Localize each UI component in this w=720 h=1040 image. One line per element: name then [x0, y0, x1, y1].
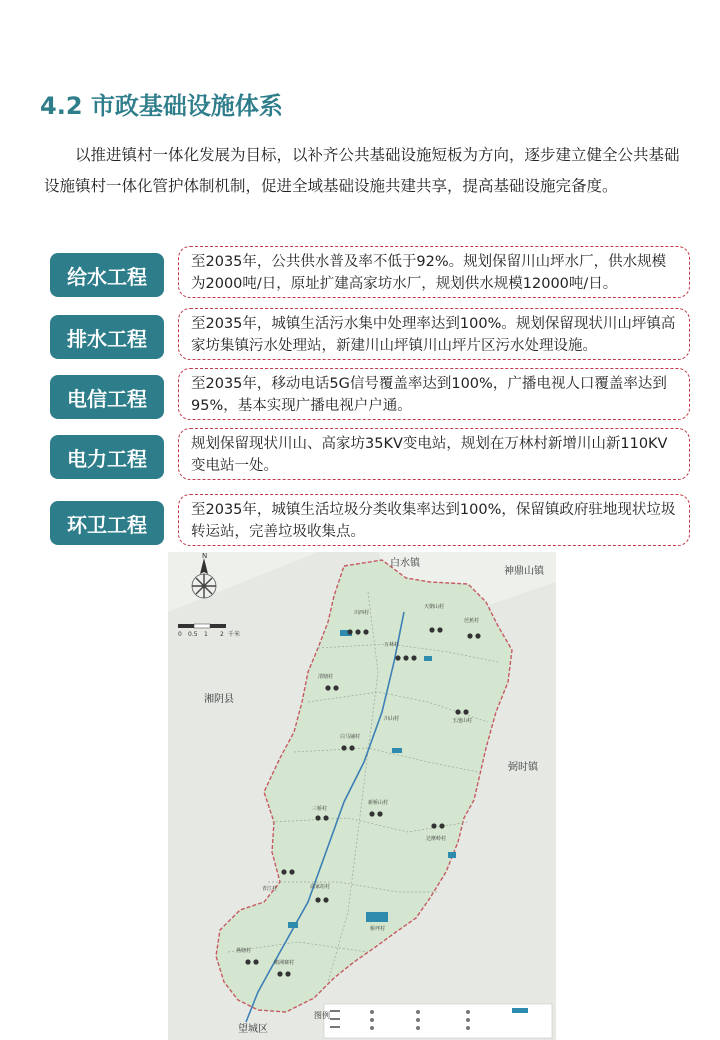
svg-text:鹅洲寨村: 鹅洲寨村 [274, 960, 295, 966]
item-drainage [50, 308, 698, 364]
svg-text:达摩岭村: 达摩岭村 [426, 836, 447, 842]
item-text: 至2035年，城镇生活垃圾分类收集率达到100%，保留镇政府驻地现状垃圾转运站，完善垃圾收集点。 [178, 494, 690, 546]
svg-text:2: 2 [220, 631, 224, 638]
svg-text:0: 0 [178, 631, 182, 638]
intro-paragraph: 以推进镇村一体化发展为目标，以补齐公共基础设施短板为方向，逐步建立健全公共基础设施镇村一体化管护体制机制，促进全域基础设施共建共享，提高基础设施完备度。 [44, 146, 680, 195]
svg-text:新桥山村: 新桥山村 [368, 800, 389, 806]
svg-text:1: 1 [204, 631, 208, 638]
item-text: 规划保留现状川山、高家坊35KV变电站，规划在万林村新增川山新110KV变电站一处。 [178, 428, 690, 480]
item-label: 给水工程 [50, 253, 164, 297]
svg-text:三桥村: 三桥村 [312, 806, 328, 812]
svg-text:千米: 千米 [228, 631, 241, 638]
north-label: N [202, 552, 208, 560]
svg-text:高家坊村: 高家坊村 [310, 884, 331, 890]
item-label: 电信工程 [50, 375, 164, 419]
svg-text:川西村: 川西村 [354, 610, 370, 616]
item-power [50, 428, 698, 484]
item-text: 至2035年，移动电话5G信号覆盖率达到100%，广播电视人口覆盖率达到95%，基本实现广播电视户户通。 [178, 368, 690, 420]
page-title: 4.2 市政基础设施体系 [40, 92, 283, 120]
svg-text:万林村: 万林村 [384, 642, 400, 648]
svg-text:清塘村: 清塘村 [318, 674, 334, 680]
item-label: 排水工程 [50, 315, 164, 359]
item-telecom [50, 368, 698, 424]
svg-text:玉池山村: 玉池山村 [452, 718, 473, 724]
svg-text:燕塘村: 燕塘村 [236, 948, 252, 954]
neighbor-label: 白水镇 [390, 558, 420, 569]
map-canvas [168, 552, 556, 1040]
svg-text:白马铺村: 白马铺村 [340, 734, 361, 740]
svg-text:川山村: 川山村 [384, 716, 400, 722]
item-sanitation [50, 494, 698, 550]
svg-text:青江村: 青江村 [262, 886, 278, 892]
svg-text:桥坪村: 桥坪村 [370, 926, 386, 932]
neighbor-label: 湘阴县 [204, 694, 234, 705]
map-legend [314, 1004, 552, 1038]
item-text: 至2035年，公共供水普及率不低于92%。规划保留川山坪水厂，供水规模为2000吨/日，原址扩建高家坊水厂，规划供水规模12000吨/日。 [178, 246, 690, 298]
neighbor-label: 神鼎山镇 [504, 566, 544, 577]
infrastructure-map [168, 552, 556, 1040]
item-text: 至2035年，城镇生活污水集中处理率达到100%。规划保留现状川山坪镇高家坊集镇污水处理站，新建川山坪镇川山坪片区污水处理设施。 [178, 308, 690, 360]
item-water-supply [50, 246, 698, 302]
legend-title: 图例 [314, 1011, 330, 1020]
svg-text:0.5: 0.5 [188, 631, 198, 638]
item-label: 电力工程 [50, 435, 164, 479]
item-label: 环卫工程 [50, 501, 164, 545]
neighbor-label: 弼时镇 [508, 762, 538, 773]
svg-text:芭蕉村: 芭蕉村 [464, 618, 480, 624]
neighbor-label: 望城区 [238, 1024, 268, 1035]
svg-text:天朝山村: 天朝山村 [424, 604, 445, 610]
